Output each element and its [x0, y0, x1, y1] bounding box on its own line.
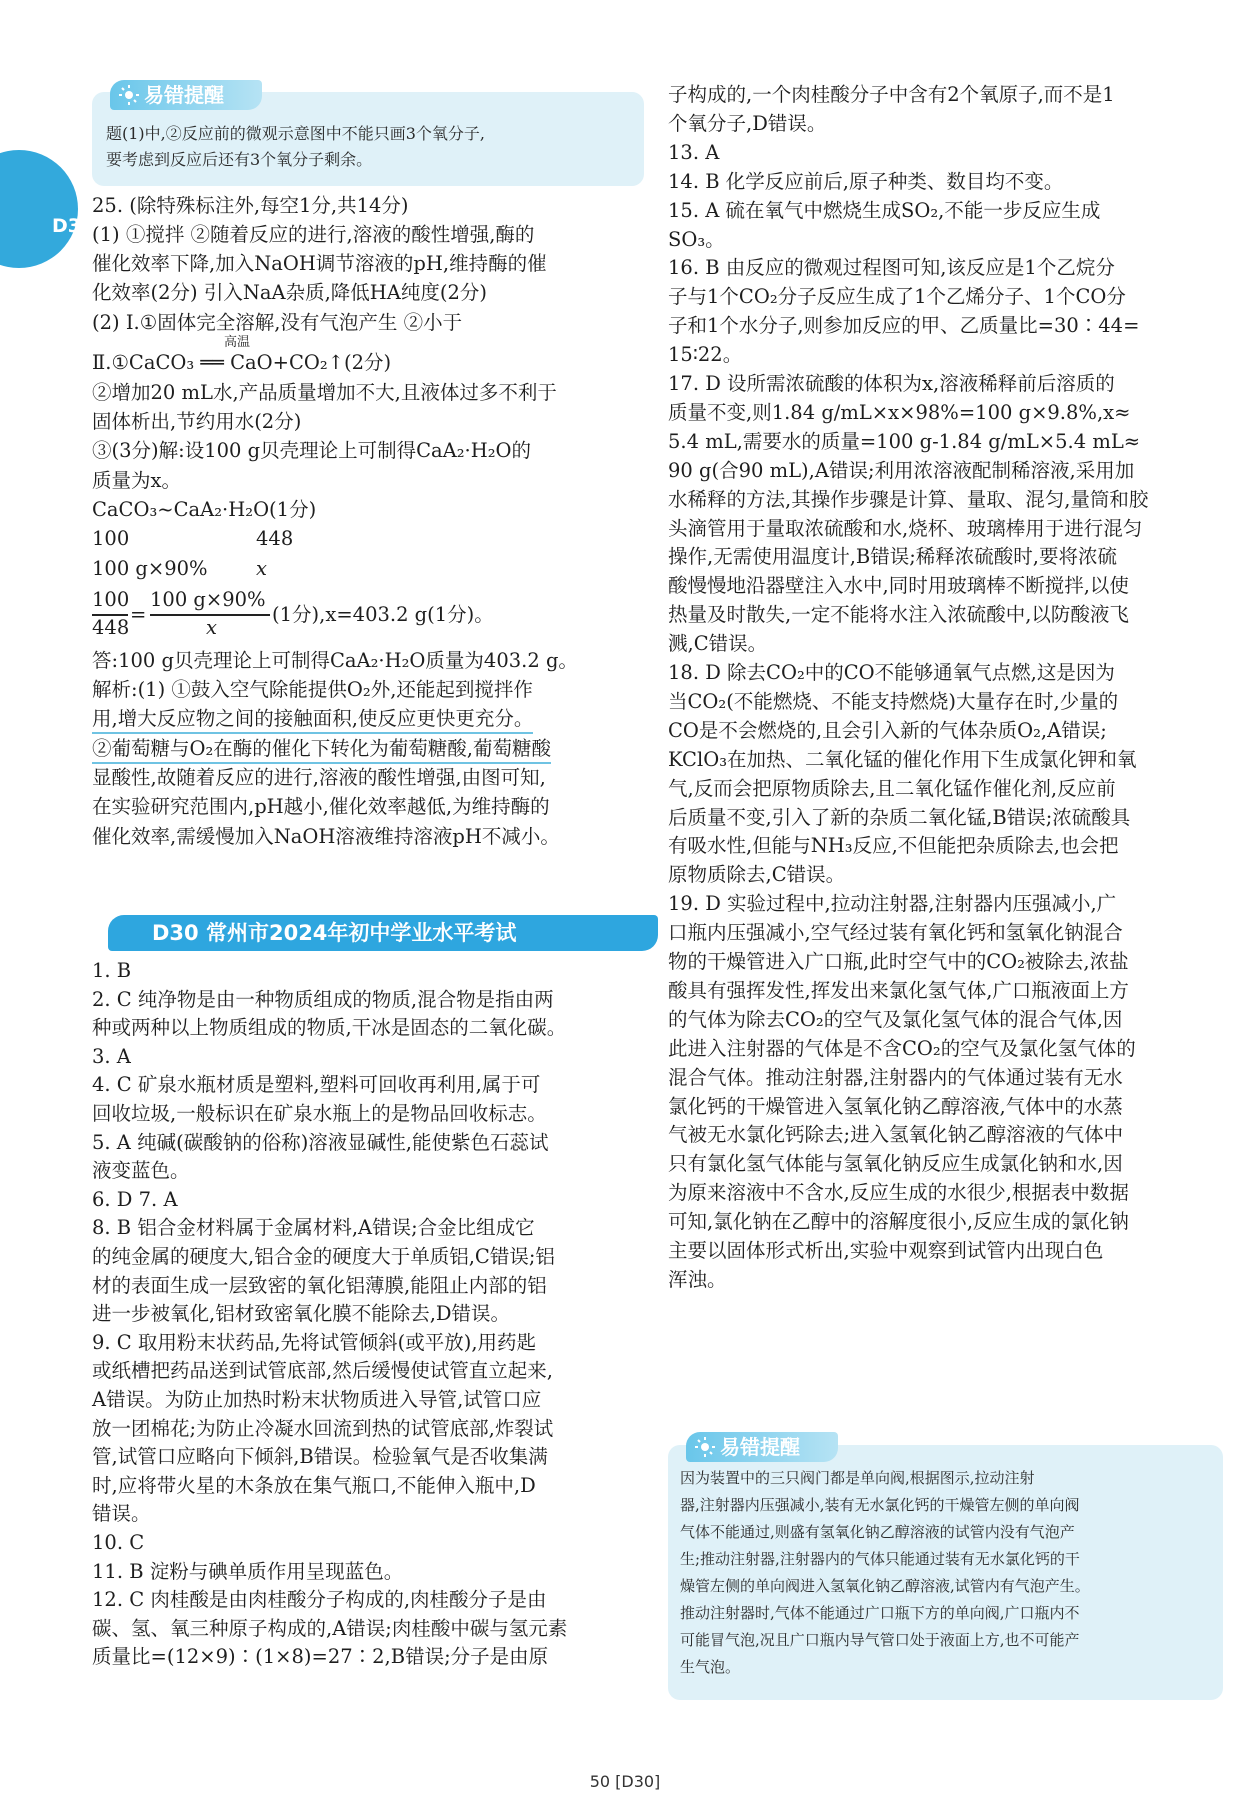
answer-line: 16. B 由反应的微观过程图可知,该反应是1个乙烷分 [668, 256, 1115, 280]
answer-line: A错误。为防止加热时粉末状物质进入导管,试管口应 [92, 1388, 542, 1411]
text-line: 催化效率下降,加入NaOH调节溶液的pH,维持酶的催 [92, 252, 547, 275]
answer-line: 操作,无需使用温度计,B错误;稀释浓硫酸时,要将浓硫 [668, 545, 1117, 569]
answer-line: 5. A 纯碱(碳酸钠的俗称)溶液显碱性,能使紫色石蕊试 [92, 1130, 549, 1154]
text-line: (1分),x=403.2 g(1分)。 [272, 603, 494, 626]
answer-line: 酸具有强挥发性,挥发出来氯化氢气体,广口瓶液面上方 [668, 978, 1129, 1002]
answer-line: 混合气体。推动注射器,注射器内的气体通过装有无水 [668, 1065, 1123, 1089]
answer-line: 答:100 g贝壳理论上可制得CaA₂·H₂O质量为403.2 g。 [92, 649, 578, 672]
text-line: ②增加20 mL水,产品质量增加不大,且液体过多不利于 [92, 381, 557, 404]
equals-sign: = [130, 603, 147, 626]
section-banner: D30 常州市2024年初中学业水平考试 [108, 915, 658, 951]
calc-value: 100 [92, 527, 130, 550]
answer-line: 17. D 设所需浓硫酸的体积为x,溶液稀释前后溶质的 [668, 372, 1115, 395]
analysis-line: 显酸性,故随着反应的进行,溶液的酸性增强,由图可知, [92, 766, 546, 789]
section-side-tab [0, 150, 78, 268]
answer-line: CO是不会燃烧的,且会引入新的气体杂质O₂,A错误; [668, 718, 1107, 742]
answer-line: 18. D 除去CO₂中的CO不能够通氧气点燃,这是因为 [668, 661, 1115, 684]
fraction-numerator: 100 [92, 588, 130, 611]
tip-line: 可能冒气泡,况且广口瓶内导气管口处于液面上方,也不可能产 [680, 1631, 1080, 1649]
answer-line: 口瓶内压强减小,空气经过装有氧化钙和氢氧化钠混合 [668, 921, 1123, 945]
answer-line: 只有氯化氢气体能与氢氧化钠反应生成氯化钠和水,因 [668, 1152, 1123, 1176]
calc-value: x [256, 557, 267, 580]
text-line: (2) Ⅰ.①固体完全溶解,没有气泡产生 ②小于 [92, 311, 463, 334]
answer-line: 5.4 mL,需要水的质量=100 g-1.84 g/mL×5.4 mL≈ [668, 429, 1141, 453]
answer-line: 质量比=(12×9)∶(1×8)=27∶2,B错误;分子是由原 [92, 1645, 549, 1669]
sun-icon [118, 84, 140, 106]
calc-value: 100 g×90% [92, 557, 208, 580]
answer-line: 8. B 铝合金材料属于金属材料,A错误;合金比组成它 [92, 1216, 535, 1240]
answer-line: 酸慢慢地沿器壁注入水中,同时用玻璃棒不断搅拌,以使 [668, 574, 1129, 598]
tip-line: 推动注射器时,气体不能通过广口瓶下方的单向阀,广口瓶内不 [680, 1604, 1080, 1622]
fraction-numerator: 100 g×90% [150, 588, 266, 611]
answer-line: 4. C 矿泉水瓶材质是塑料,塑料可回收再利用,属于可 [92, 1073, 541, 1097]
answer-line: 11. B 淀粉与碘单质作用呈现蓝色。 [92, 1559, 404, 1583]
tip-line: 气体不能通过,则盛有氢氧化钠乙醇溶液的试管内没有气泡产 [680, 1523, 1075, 1541]
answer-line: 14. B 化学反应前后,原子种类、数目均不变。 [668, 169, 1064, 193]
answer-line: 头滴管用于量取浓硫酸和水,烧杯、玻璃棒用于进行混匀 [668, 516, 1143, 540]
answer-line: 碳、氢、氧三种原子构成的,A错误;肉桂酸中碳与氢元素 [92, 1616, 568, 1640]
analysis-line: 催化效率,需缓慢加入NaOH溶液维持溶液pH不减小。 [92, 825, 560, 848]
answer-line: 为原来溶液中不含水,反应生成的水很少,根据表中数据 [668, 1181, 1129, 1205]
tip-line: 因为装置中的三只阀门都是单向阀,根据图示,拉动注射 [680, 1469, 1035, 1487]
answer-line: 可知,氯化钠在乙醇中的溶解度很小,反应生成的氯化钠 [668, 1210, 1129, 1234]
tip-line: 要考虑到反应后还有3个氧分子剩余。 [106, 150, 373, 169]
answer-line: 放一团棉花;为防止冷凝水回流到热的试管底部,炸裂试 [92, 1416, 554, 1440]
side-tab-label: D30 [52, 215, 95, 237]
tip-line: 器,注射器内压强减小,装有无水氯化钙的干燥管左侧的单向阀 [680, 1496, 1080, 1514]
tip-line: 题(1)中,②反应前的微观示意图中不能只画3个氧分子, [106, 124, 486, 143]
answer-line: 子与1个CO₂分子反应生成了1个乙烯分子、1个CO分 [668, 285, 1126, 309]
answer-line: 2. C 纯净物是由一种物质组成的物质,混合物是指由两 [92, 987, 554, 1011]
answer-line: 回收垃圾,一般标识在矿泉水瓶上的是物品回收标志。 [92, 1102, 547, 1125]
answer-line: 子构成的,一个肉桂酸分子中含有2个氧原子,而不是1 [668, 83, 1115, 106]
answer-line: 15∶22。 [668, 343, 743, 367]
answer-line: 12. C 肉桂酸是由肉桂酸分子构成的,肉桂酸分子是由 [92, 1588, 547, 1612]
text-line: ③(3分)解:设100 g贝壳理论上可制得CaA₂·H₂O的 [92, 439, 532, 462]
analysis-line: ②葡萄糖与O₂在酶的催化下转化为葡萄糖酸,葡萄糖酸 [92, 736, 551, 764]
answer-line: 物的干燥管进入广口瓶,此时空气中的CO₂被除去,浓盐 [668, 950, 1129, 973]
equation-condition: 高温 [224, 335, 251, 350]
q25-head: 25. (除特殊标注外,每空1分,共14分) [92, 194, 409, 217]
answer-line: 当CO₂(不能燃烧、不能支持燃烧)大量存在时,少量的 [668, 689, 1119, 713]
tip-line: 燥管左侧的单向阀进入氢氧化钠乙醇溶液,试管内有气泡产生。 [680, 1577, 1090, 1595]
fraction-denominator: x [206, 616, 217, 639]
tip-heading-top [110, 80, 262, 110]
tip-line: 生;推动注射器,注射器内的气体只能通过装有无水氯化钙的干 [680, 1550, 1080, 1568]
answer-line: 13. A [668, 140, 720, 164]
fraction-denominator: 448 [92, 616, 130, 639]
answer-line: 原物质除去,C错误。 [668, 863, 846, 887]
tip-title-bottom: 易错提醒 [720, 1435, 800, 1459]
answer-line: 管,试管口应略向下倾斜,B错误。检验氧气是否收集满 [92, 1445, 548, 1469]
answer-line: 浑浊。 [668, 1267, 727, 1291]
answer-line: 质量不变,则1.84 g/mL×x×98%=100 g×9.8%,x≈ [668, 400, 1131, 424]
answer-line: 种或两种以上物质组成的物质,干冰是固态的二氧化碳。 [92, 1016, 567, 1040]
answer-line: 主要以固体形式析出,实验中观察到试管内出现白色 [668, 1239, 1104, 1262]
text-line: 固体析出,节约用水(2分) [92, 410, 302, 433]
answer-line: 错误。 [92, 1502, 151, 1526]
answer-line: 时,应将带火星的木条放在集气瓶口,不能伸入瓶中,D [92, 1473, 536, 1497]
answer-line: 有吸水性,但能与NH₃反应,不但能把杂质除去,也会把 [668, 834, 1119, 858]
answer-line: 热量及时散失,一定不能将水注入浓硫酸中,以防酸液飞 [668, 603, 1129, 627]
calc-value: 448 [256, 527, 294, 550]
answer-line: 9. C 取用粉末状药品,先将试管倾斜(或平放),用药匙 [92, 1330, 537, 1354]
tip-line: 生气泡。 [680, 1658, 741, 1676]
answer-line: 气,反而会把原物质除去,且二氧化锰作催化剂,反应前 [668, 776, 1116, 800]
answer-line: 材的表面生成一层致密的氧化铝薄膜,能阻止内部的铝 [92, 1273, 547, 1297]
text-line: 质量为x。 [92, 469, 181, 492]
text-line: CaCO₃~CaA₂·H₂O(1分) [92, 498, 317, 521]
answer-line: 15. A 硫在氧气中燃烧生成SO₂,不能一步反应生成 [668, 198, 1101, 222]
answer-line: 90 g(合90 mL),A错误;利用浓溶液配制稀溶液,采用加 [668, 458, 1135, 482]
answer-line: 子和1个水分子,则参加反应的甲、乙质量比=30∶44= [668, 314, 1140, 338]
analysis-line: 在实验研究范围内,pH越小,催化效率越低,为维持酶的 [92, 795, 550, 818]
answer-line: 10. C [92, 1531, 145, 1554]
page-number: 50 [D30] [589, 1772, 661, 1791]
answer-line: KClO₃在加热、二氧化锰的催化作用下生成氯化钾和氧 [668, 747, 1137, 771]
answer-line: 6. D 7. A [92, 1187, 178, 1211]
answer-line: SO₃。 [668, 227, 725, 251]
answer-line: 的气体为除去CO₂的空气及氯化氢气体的混合气体,因 [668, 1007, 1123, 1031]
text-line: (1) ①搅拌 ②随着反应的进行,溶液的酸性增强,酶的 [92, 223, 535, 246]
answer-line: 的纯金属的硬度大,铝合金的硬度大于单质铝,C错误;铝 [92, 1245, 555, 1268]
tip-heading-bottom [686, 1432, 838, 1462]
answer-line: 个氧分子,D错误。 [668, 111, 827, 135]
answer-line: 或纸槽把药品送到试管底部,然后缓慢使试管直立起来, [92, 1359, 553, 1383]
answer-line: 水稀释的方法,其操作步骤是计算、量取、混匀,量筒和胶 [668, 487, 1149, 511]
analysis-line: 用,增大反应物之间的接触面积,使反应更快更充分。 [92, 706, 533, 734]
analysis-line: 解析:(1) ①鼓入空气除能提供O₂外,还能起到搅拌作 [92, 678, 533, 701]
answer-line: 液变蓝色。 [92, 1159, 190, 1183]
answer-line: 进一步被氧化,铝材致密氧化膜不能除去,D错误。 [92, 1302, 511, 1326]
answer-line: 氯化钙的干燥管进入氢氧化钠乙醇溶液,气体中的水蒸 [668, 1094, 1123, 1118]
sun-icon [694, 1436, 716, 1458]
answer-line: 3. A [92, 1044, 131, 1068]
answer-line: 溅,C错误。 [668, 632, 768, 656]
answer-line: 此进入注射器的气体是不含CO₂的空气及氯化氢气体的 [668, 1036, 1136, 1060]
answer-line: 1. B [92, 959, 132, 982]
answer-line: 后质量不变,引入了新的杂质二氧化锰,B错误;浓硫酸具 [668, 805, 1131, 829]
answer-line: 气被无水氯化钙除去;进入氢氧化钠乙醇溶液的气体中 [668, 1123, 1124, 1147]
tip-title-top: 易错提醒 [144, 83, 224, 107]
chem-equation: Ⅱ.①CaCO₃ ══ CaO+CO₂↑(2分) [92, 351, 392, 374]
text-line: 化效率(2分) 引入NaA杂质,降低HA纯度(2分) [92, 281, 487, 304]
answer-line: 19. D 实验过程中,拉动注射器,注射器内压强减小,广 [668, 892, 1117, 916]
